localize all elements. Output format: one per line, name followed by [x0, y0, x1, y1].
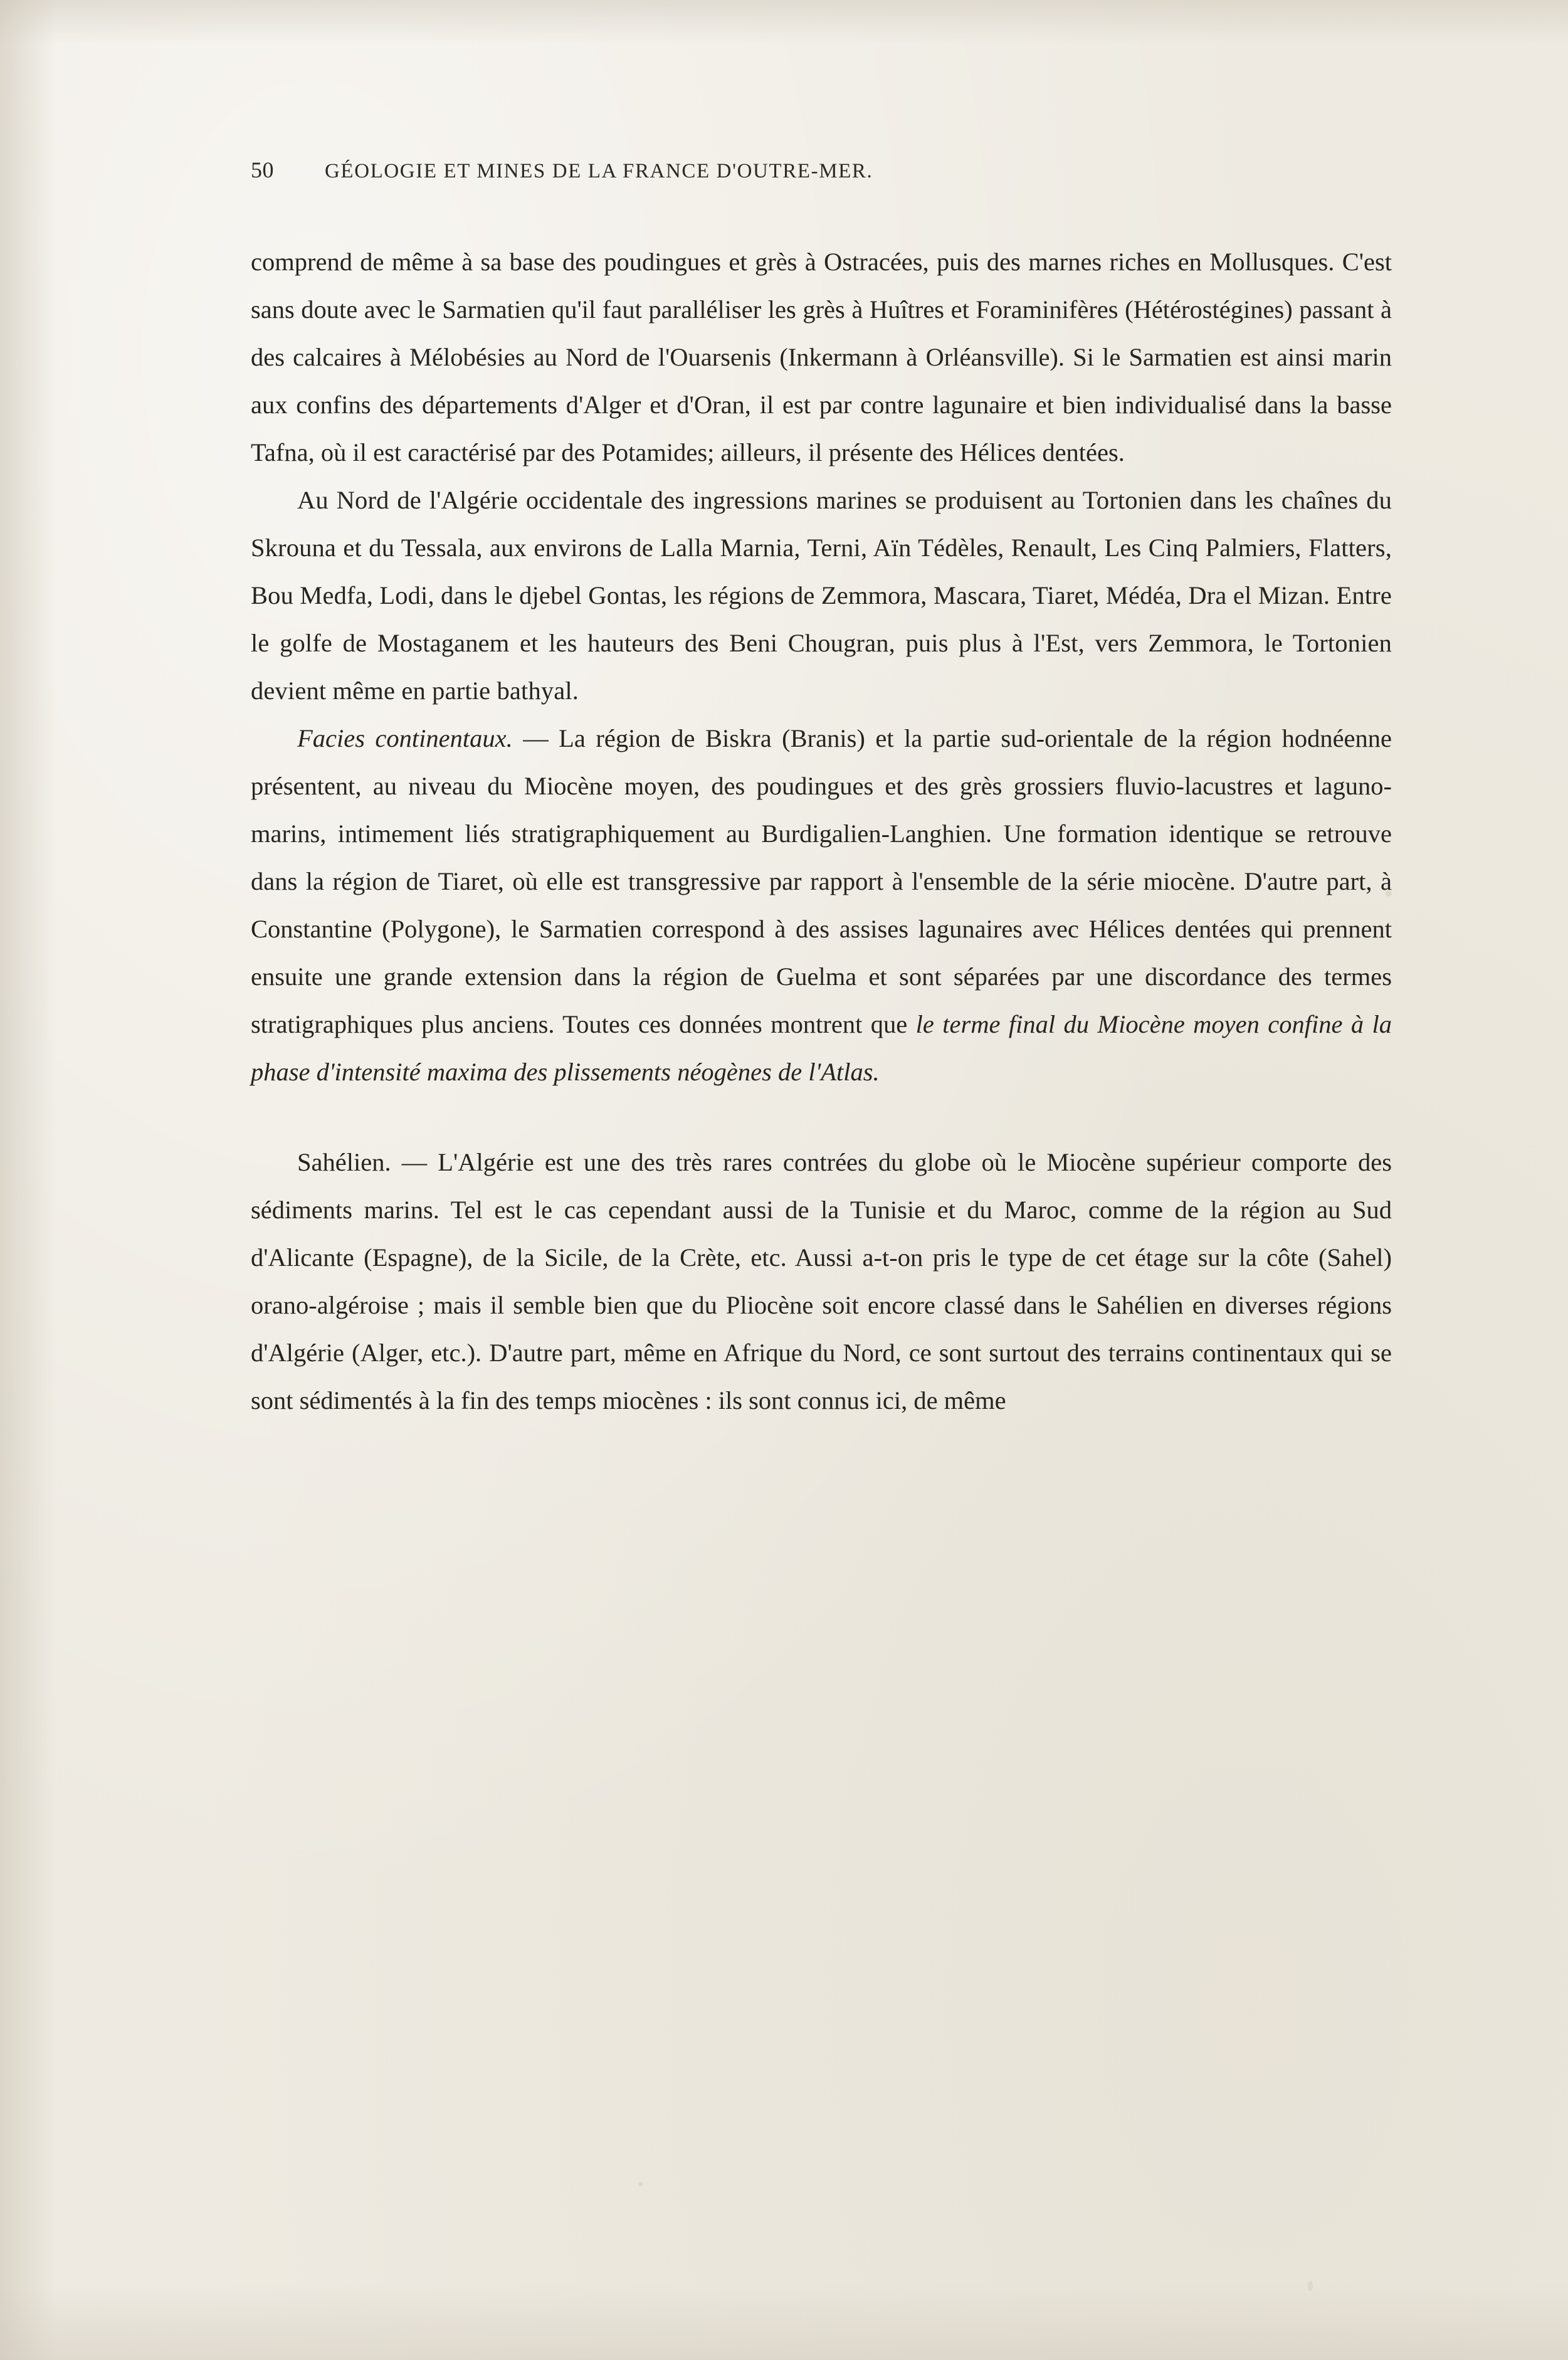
page-number: 50 — [251, 157, 274, 182]
paper-blemish — [1308, 2281, 1313, 2291]
paragraph-sarmatien-continued: comprend de même à sa base des poudingues et grès à Ostracées, puis des marnes riches en Mollusques. C'est sans doute avec le Sarmatien qu'il faut paralléliser les grès à Huîtres et Foraminifères (Hétérostégines) passant à des calcaires à Mélobésies au Nord de l'Ouarsenis (Inkermann à Orléansville). Si le Sarmatien est ainsi marin aux confins des départements d'Alger et d'Oran, il est par contre lagunaire et bien individualisé dans la basse Tafna, où il est caractérisé par des Potamides; ailleurs, il présente des Hélices dentées. — [251, 248, 1392, 466]
facies-heading: Facies continentaux. — [297, 724, 513, 752]
facies-body: La région de Biskra (Branis) et la partie sud-orientale de la région hodnéenne présentent, au niveau du Miocène moyen, des poudingues et des grès grossiers fluvio-lacustres et laguno-marins, intimement liés stratigraphiquement au Burdigalien-Langhien. Une formation identique se retrouve dans la région de Tiaret, où elle est transgressive par rapport à l'ensemble de la série miocène. D'autre part, à Constantine (Polygone), le Sarmatien correspond à des assises lagunaires avec Hélices dentées qui prennent ensuite une grande extension dans la région de Guelma et sont séparées par une discordance des termes stratigraphiques plus anciens. Toutes ces données montrent que — [251, 724, 1392, 1038]
page-edge-shading-top — [0, 0, 1568, 44]
running-head — [251, 157, 1392, 183]
paper-blemish — [638, 2182, 643, 2186]
running-head-title: GÉOLOGIE ET MINES DE LA FRANCE D'OUTRE-MER. — [325, 160, 873, 182]
page-edge-shading-left — [0, 0, 56, 2360]
sahelien-dash: — — [391, 1148, 438, 1176]
paragraph-sahelien — [251, 1139, 1392, 1425]
text-column — [251, 157, 1392, 1425]
facies-dash: — — [512, 724, 559, 752]
paragraph-ingressions-marines: Au Nord de l'Algérie occidentale des ingressions marines se produisent au Tortonien dans les chaînes du Skrouna et du Tessala, aux environs de Lalla Marnia, Terni, Aïn Tédèles, Renault, Les Cinq Palmiers, Flatters, Bou Medfa, Lodi, dans le djebel Gontas, les régions de Zemmora, Mascara, Tiaret, Médéa, Dra el Mizan. Entre le golfe de Mostaganem et les hauteurs des Beni Chougran, puis plus à l'Est, vers Zemmora, le Tortonien devient même en partie bathyal. — [251, 486, 1392, 705]
sahelien-body: L'Algérie est une des très rares contrées du globe où le Miocène supérieur comporte des sédiments marins. Tel est le cas cependant aussi de la Tunisie et du Maroc, comme de la région au Sud d'Alicante (Espagne), de la Sicile, de la Crète, etc. Aussi a-t-on pris le type de cet étage sur la côte (Sahel) orano-algéroise ; mais il semble bien que du Pliocène soit encore classé dans le Sahélien en diverses régions d'Algérie (Alger, etc.). D'autre part, même en Afrique du Nord, ce sont surtout des terrains continentaux qui se sont sédimentés à la fin des temps miocènes : ils sont connus ici, de même — [251, 1148, 1392, 1414]
facies-conclusion-italic: le terme final du Miocène moyen confine à la phase d'intensité maxima des plissements néogènes de l'Atlas. — [251, 1010, 1392, 1086]
paragraph-spacer — [251, 1096, 1392, 1139]
sahelien-heading: Sahélien. — [297, 1148, 391, 1176]
paragraph-facies-continentaux — [251, 715, 1392, 1096]
page-edge-shading-bottom — [0, 2285, 1568, 2360]
body-text — [251, 238, 1392, 1425]
